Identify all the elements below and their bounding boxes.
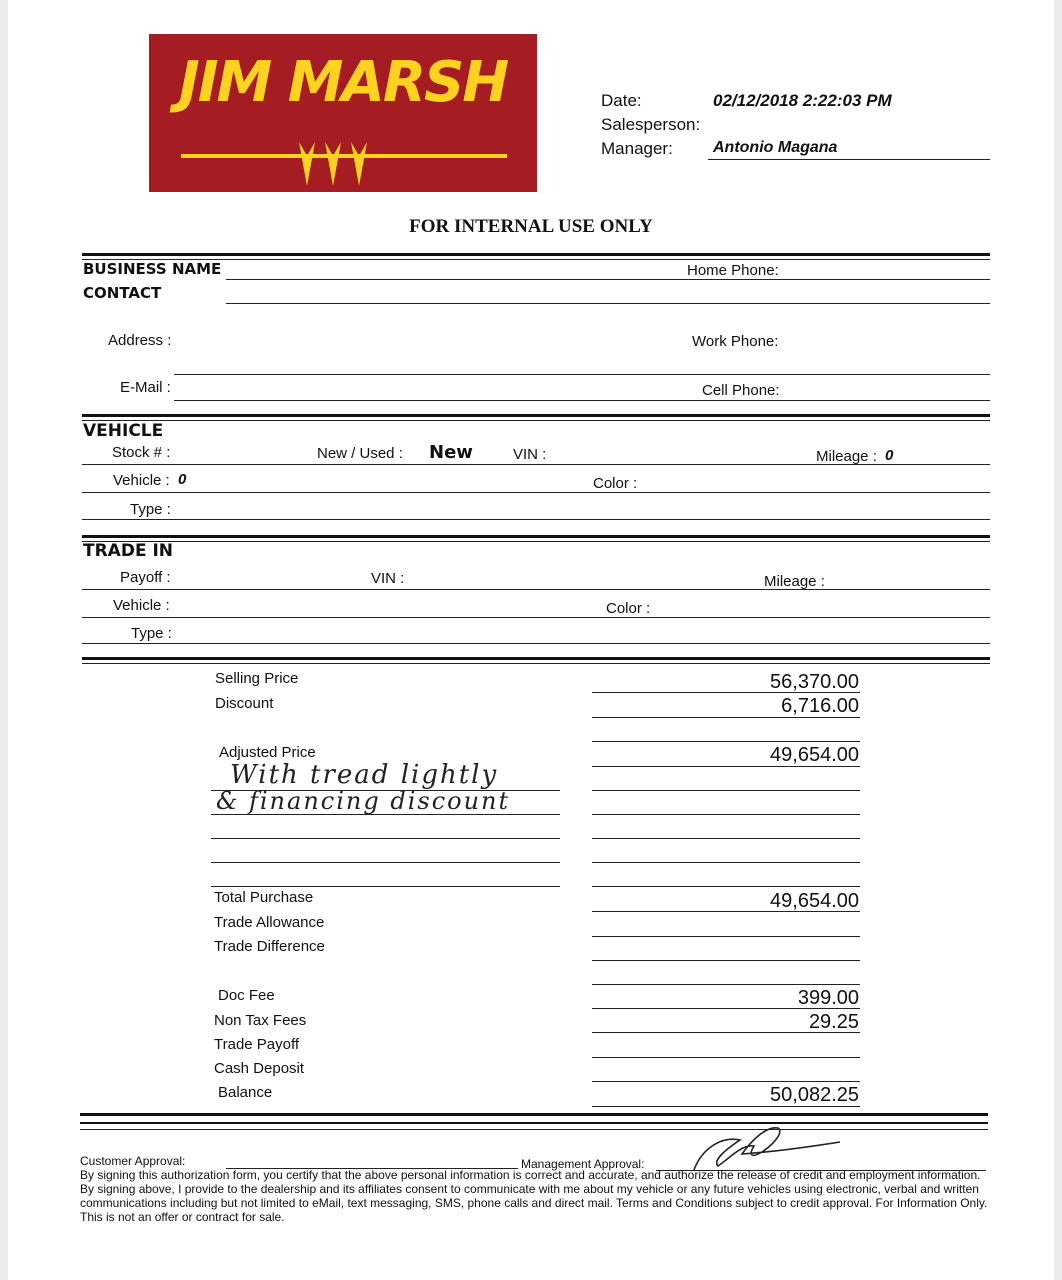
trade-payoff-label: Trade Payoff xyxy=(214,1036,300,1053)
section-divider xyxy=(82,657,990,660)
trade-allowance-label: Trade Allowance xyxy=(214,914,325,931)
cash-deposit-label: Cash Deposit xyxy=(214,1060,305,1077)
handwritten-note-line-1: With tread lightly xyxy=(230,760,499,790)
form-title: FOR INTERNAL USE ONLY xyxy=(409,216,653,237)
address-line xyxy=(174,374,990,375)
contact-label: CONTACT xyxy=(83,284,162,302)
trade-vehicle-label: Vehicle : xyxy=(113,597,170,614)
manager-value: Antonio Magana xyxy=(713,139,838,156)
total-purchase-value: 49,654.00 xyxy=(770,890,859,912)
address-label: Address : xyxy=(108,332,172,349)
non-tax-fees-value: 29.25 xyxy=(808,1011,859,1033)
new-used-value: New xyxy=(429,442,473,463)
doc-fee-label: Doc Fee xyxy=(218,987,275,1004)
vehicle-label: Vehicle : xyxy=(113,472,170,489)
work-phone-label: Work Phone: xyxy=(692,333,779,350)
home-phone-label: Home Phone: xyxy=(687,262,779,279)
business-name-label: BUSINESS NAME xyxy=(83,260,222,278)
payoff-label: Payoff : xyxy=(120,569,171,586)
vehicle-value: 0 xyxy=(178,471,187,488)
logo-emblem xyxy=(149,34,537,192)
email-line xyxy=(174,400,990,401)
logo-text: JIM MARSH xyxy=(178,50,508,115)
discount-label: Discount xyxy=(215,695,274,712)
trade-mileage-label: Mileage : xyxy=(764,573,825,590)
date-value: 02/12/2018 2:22:03 PM xyxy=(713,91,892,110)
salesperson-label: Salesperson: xyxy=(601,115,701,134)
selling-price-label: Selling Price xyxy=(215,670,299,687)
contact-line xyxy=(226,303,990,304)
total-purchase-label: Total Purchase xyxy=(214,889,314,906)
discount-value: 6,716.00 xyxy=(781,695,859,717)
type-label: Type : xyxy=(130,501,171,518)
new-used-label: New / Used : xyxy=(317,445,403,462)
document-page xyxy=(8,0,1054,1280)
section-divider xyxy=(82,535,990,538)
handwritten-note-line-2: & financing discount xyxy=(216,787,511,815)
mileage-value: 0 xyxy=(885,447,894,464)
email-label: E-Mail : xyxy=(120,379,171,396)
trade-in-section-label: TRADE IN xyxy=(83,541,174,561)
manager-underline xyxy=(708,159,990,160)
section-divider xyxy=(82,414,990,417)
section-divider xyxy=(80,1113,988,1116)
balance-label: Balance xyxy=(218,1084,273,1101)
disclaimer-text: By signing this authorization form, you certify that the above personal information is correct and accurate, and authorize the release of credit and employment information. By signing above, I provide to the dealership and its affiliates consent to communicate with me about my vehicle or any future vehicles using electronic, verbal and written communications including but not limited to eMail, text messaging, SMS, phone calls and direct mail. Terms and Conditions subject to credit approval. For Information Only. This is not an offer or contract for sale. xyxy=(80,1168,988,1224)
trade-color-label: Color : xyxy=(606,600,651,617)
non-tax-fees-label: Non Tax Fees xyxy=(214,1012,307,1029)
customer-approval-label: Customer Approval: xyxy=(80,1154,186,1168)
color-label: Color : xyxy=(593,475,638,492)
balance-value: 50,082.25 xyxy=(770,1084,859,1106)
dealer-logo xyxy=(149,34,537,192)
business-name-line xyxy=(226,279,990,280)
trade-vin-label: VIN : xyxy=(371,570,405,587)
manager-label: Manager: xyxy=(601,139,673,158)
selling-price-value: 56,370.00 xyxy=(770,671,859,693)
adjusted-price-value: 49,654.00 xyxy=(770,744,859,766)
date-label: Date: xyxy=(601,91,642,110)
cell-phone-label: Cell Phone: xyxy=(702,382,780,399)
trade-type-label: Type : xyxy=(131,625,172,642)
section-divider xyxy=(82,253,990,256)
doc-fee-value: 399.00 xyxy=(797,987,859,1009)
stock-label: Stock # : xyxy=(112,444,171,461)
trade-difference-label: Trade Difference xyxy=(214,938,325,955)
vin-label: VIN : xyxy=(513,446,547,463)
vehicle-section-label: VEHICLE xyxy=(83,421,164,441)
management-approval-label: Management Approval: xyxy=(521,1157,645,1171)
mileage-label: Mileage : xyxy=(816,448,877,465)
adjusted-price-label: Adjusted Price xyxy=(219,744,316,761)
